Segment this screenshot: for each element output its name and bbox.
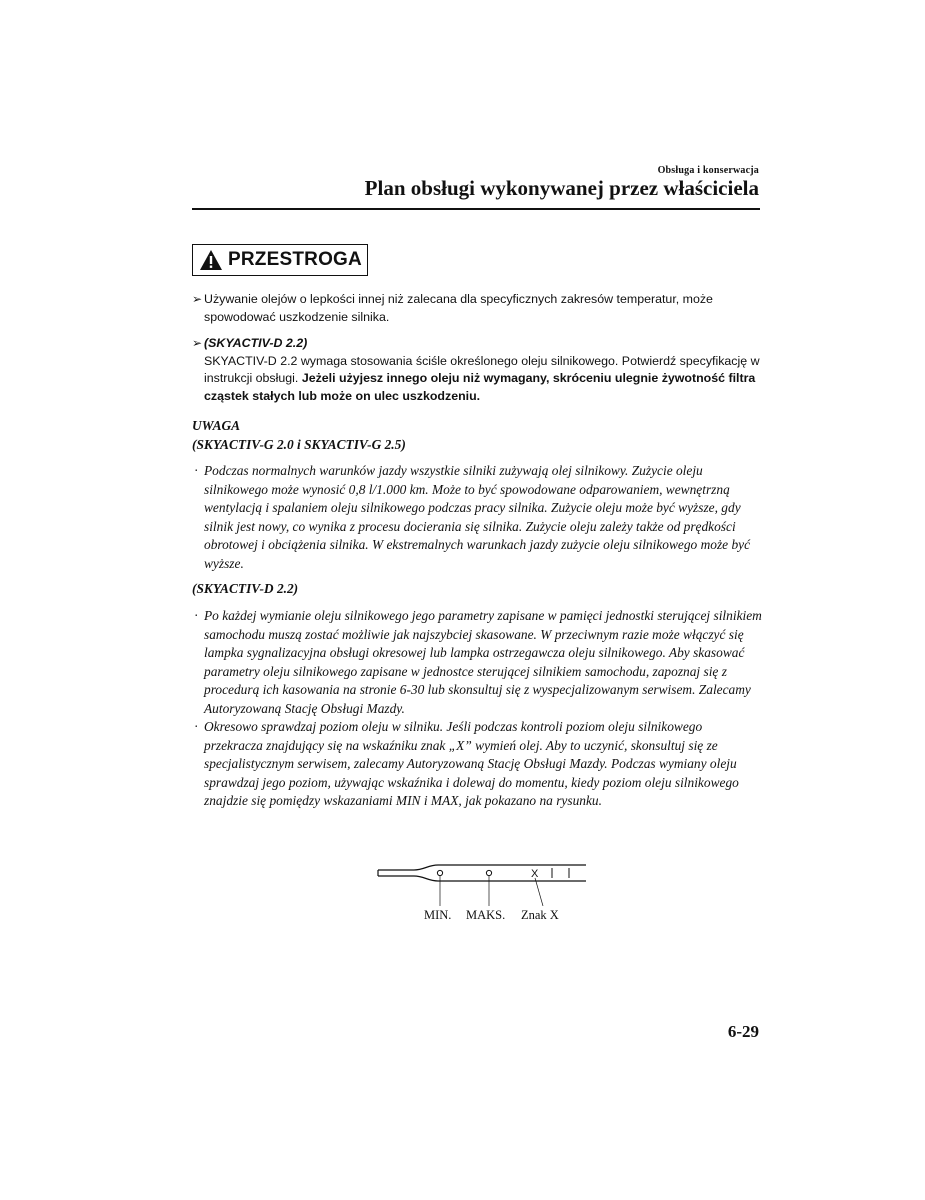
caution-item-skyactiv-d	[192, 335, 762, 405]
warning-triangle-icon	[199, 249, 223, 271]
page-title: Plan obsługi wykonywanej przez właściciela	[364, 176, 759, 200]
max-label: MAKS.	[466, 908, 506, 922]
dipstick-drawing	[376, 860, 591, 906]
page-number: 6-29	[727, 1022, 759, 1041]
note-section-g	[192, 462, 762, 573]
caution-box	[192, 244, 368, 276]
note-heading-skyactiv-d: (SKYACTIV-D 2.2)	[192, 581, 299, 596]
caution-item-viscosity	[192, 291, 762, 326]
list-item	[192, 607, 762, 718]
caution-item-heading: (SKYACTIV-D 2.2)	[204, 336, 308, 350]
dot-bullet-icon: ·	[194, 719, 199, 734]
caution-title: PRZESTROGA	[228, 249, 362, 270]
caution-item-text: Używanie olejów o lepkości innej niż zalecana dla specyficznych zakresów temperatur, może spowodować uszkodzenie silnika.	[204, 292, 713, 324]
list-item-text: Okresowo sprawdzaj poziom oleju w silniku. Jeśli podczas kontroli poziom oleju silnikowego przekracza znajdujący się na wskaźniku znak „X” wymień olej. Aby to uczynić, skonsultuj się ze specjalistycznym serwisem, zalecamy Autoryzowaną Stację Obsługi Mazdy. Podczas wymiany oleju sprawdzaj jego poziom, używając wskaźnika i dolewaj do momentu, kiedy poziom oleju silnikowego znajdzie się pomiędzy wskazaniami MIN i MAX, jak pokazano na rysunku.	[204, 719, 739, 808]
dot-bullet-icon: ·	[194, 608, 199, 623]
arrow-bullet-icon: ➢	[192, 336, 203, 350]
list-item-text: Podczas normalnych warunków jazdy wszystkie silniki zużywają olej silnikowy. Zużycie oleju silnikowego może wynosić 0,8 l/1.000 km. Może to być spowodowane odparowaniem, wewnętrzną wentylacją i spalaniem oleju silnikowego podczas pracy silnika. Zużycie oleju może być wyższe, gdy silnik jest nowy, co wynika z procesu docierania się silnika. Zużycie oleju zależy także od prędkości obrotowej i obciążenia silnika. W ekstremalnych warunkach jazdy zużycie oleju silnikowego może być wyższe.	[204, 463, 751, 571]
dipstick-figure	[376, 860, 591, 930]
x-mark-label: Znak X	[521, 908, 559, 922]
list-item	[192, 462, 762, 573]
title-rule	[192, 208, 760, 210]
min-mark	[437, 870, 442, 875]
list-item-text: Po każdej wymianie oleju silnikowego jego parametry zapisane w pamięci jednostki sterującej silnikiem samochodu muszą zostać możliwie jak najszybciej skasowane. W przeciwnym razie może włączyć się lampka sygnalizacyjna obsługi okresowej lub lampka ostrzegawcza oleju silnikowego. Aby skasować parametry oleju silnikowego zapisane w jednostce sterującej silnikiem samochodu, zapoznaj się z procedurą ich kasowania na stronie 6-30 lub skonsultuj się z wyspecjalizowanym serwisem. Zalecamy Autoryzowaną Stację Obsługi Mazdy.	[204, 608, 762, 716]
dot-bullet-icon: ·	[194, 463, 199, 478]
caution-item-text: SKYACTIV-D 2.2 wymaga stosowania ściśle określonego oleju silnikowego. Potwierdź specyfikację w instrukcji obsługi.	[204, 353, 760, 385]
arrow-bullet-icon: ➢	[192, 292, 203, 306]
note-heading-skyactiv-g: (SKYACTIV-G 2.0 i SKYACTIV-G 2.5)	[192, 437, 406, 452]
section-label: Obsługa i konserwacja	[657, 165, 759, 176]
note-title: UWAGA	[192, 418, 241, 433]
caution-item-bold-text: Jeżeli użyjesz innego oleju niż wymagany, skróceniu ulegnie żywotność filtra cząstek stałych lub może on ulec uszkodzeniu.	[204, 371, 756, 403]
max-mark	[486, 870, 491, 875]
list-item	[192, 718, 762, 811]
x-mark: X	[531, 868, 539, 880]
caution-item-body	[204, 353, 762, 406]
note-section-d	[192, 607, 762, 811]
min-label: MIN.	[424, 908, 452, 922]
